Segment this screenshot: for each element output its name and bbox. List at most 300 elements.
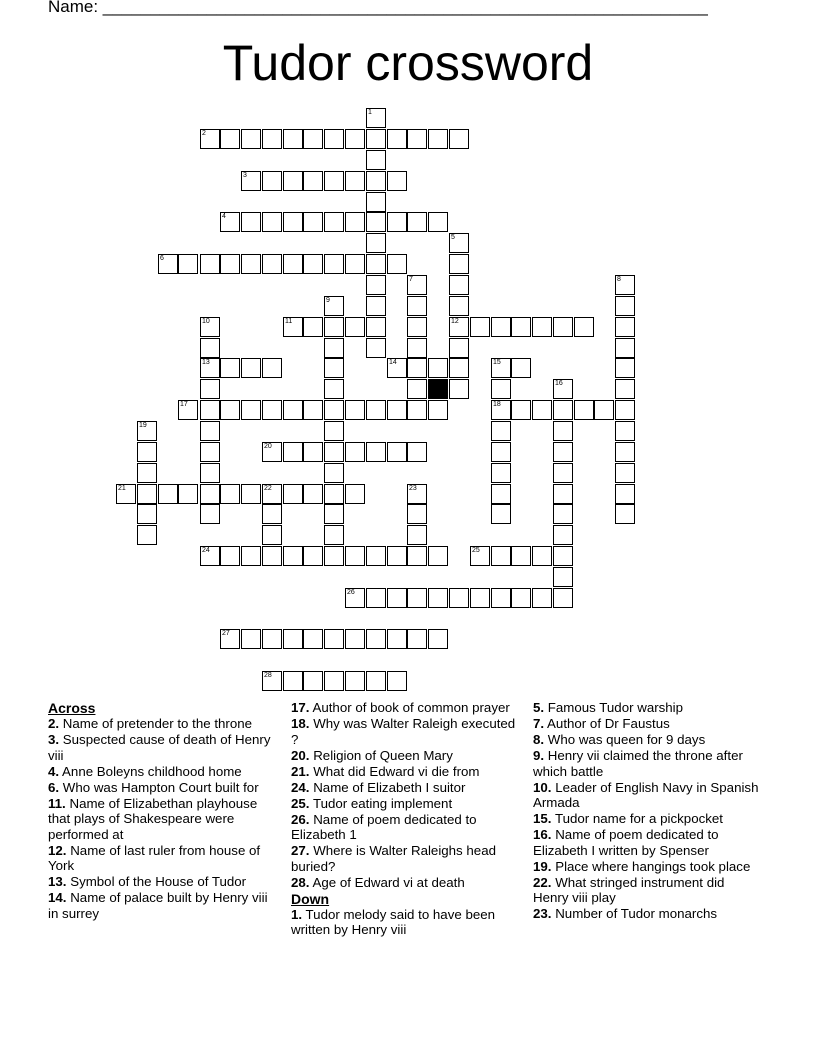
grid-cell[interactable] [553,484,573,504]
clue-number-label: 27. [291,843,310,858]
grid-cell[interactable] [345,212,365,232]
clue-number-label: 2. [48,716,60,731]
grid-cell[interactable] [407,442,427,462]
clue [48,874,276,890]
clue-number-label: 21. [291,763,310,779]
grid-cell[interactable] [511,546,531,566]
grid-cell[interactable] [387,358,407,378]
grid-cell[interactable] [491,442,511,462]
grid-cell[interactable] [220,254,240,274]
grid-cell[interactable] [137,525,157,545]
grid-cell[interactable] [532,317,552,337]
grid-cell[interactable] [303,400,323,420]
grid-cell[interactable] [262,525,282,545]
grid-cell[interactable] [178,254,198,274]
grid-cell[interactable] [178,400,198,420]
grid-cell[interactable] [283,442,303,462]
grid-cell[interactable] [200,317,220,337]
grid-cell[interactable] [220,629,240,649]
grid-cell[interactable] [594,400,614,420]
grid-cell[interactable] [574,317,594,337]
grid-cell[interactable] [449,317,469,337]
clue-number: 19 [139,422,147,429]
grid-cell[interactable] [407,379,427,399]
grid-cell[interactable] [262,171,282,191]
clue-text: Name of Elizabethan playhouse that plays of Shakespeare were performed at [48,795,258,842]
grid-cell[interactable] [449,233,469,253]
clue-number-label: 11. [48,795,66,811]
grid-cell[interactable] [615,296,635,316]
name-line[interactable]: Name: ________________________________________________________________ [48,0,708,16]
grid-cell[interactable] [366,671,386,691]
clue [48,764,276,780]
clue [533,780,761,811]
page-title: Tudor crossword [222,35,594,91]
grid-cell[interactable] [241,212,261,232]
grid-cell[interactable] [532,588,552,608]
grid-cell[interactable] [366,442,386,462]
grid-cell[interactable] [407,317,427,337]
grid-cell[interactable] [200,421,220,441]
grid-cell[interactable] [407,629,427,649]
grid-cell[interactable] [407,212,427,232]
grid-cell[interactable] [428,588,448,608]
grid-cell[interactable] [241,358,261,378]
grid-cell[interactable] [345,629,365,649]
grid-cell[interactable] [532,546,552,566]
grid-cell[interactable] [387,442,407,462]
clue [291,796,516,812]
grid-cell[interactable] [407,338,427,358]
clue-number: 4 [222,213,226,220]
clue-number: 20 [264,443,272,450]
grid-cell[interactable] [324,629,344,649]
grid-cell[interactable] [241,629,261,649]
grid-cell[interactable] [366,296,386,316]
grid-cell[interactable] [200,358,220,378]
grid-cell[interactable] [262,546,282,566]
clue-number: 7 [409,276,413,283]
grid-cell[interactable] [324,463,344,483]
grid-cell[interactable] [449,275,469,295]
grid-cell[interactable] [116,484,136,504]
grid-cell[interactable] [428,129,448,149]
grid-cell[interactable] [262,400,282,420]
grid-cell[interactable] [491,400,511,420]
grid-cell[interactable] [574,400,594,420]
grid-cell[interactable] [491,421,511,441]
clue-text: Tudor name for a pickpocket [551,811,723,826]
grid-cell[interactable] [366,588,386,608]
grid-cell[interactable] [615,463,635,483]
grid-cell[interactable] [241,254,261,274]
grid-cell[interactable] [553,317,573,337]
clue-number: 9 [326,297,330,304]
grid-cell[interactable] [303,254,323,274]
grid-cell[interactable] [200,546,220,566]
clue-text: Symbol of the House of Tudor [66,874,247,889]
grid-cell[interactable] [407,358,427,378]
grid-cell[interactable] [303,484,323,504]
grid-cell[interactable] [324,525,344,545]
grid-cell[interactable] [200,484,220,504]
grid-cell[interactable] [615,317,635,337]
clue-text: Place where hangings took place [551,858,751,874]
grid-cell[interactable] [449,588,469,608]
grid-cell[interactable] [283,484,303,504]
grid-cell[interactable] [615,275,635,295]
grid-cell[interactable] [387,171,407,191]
grid-cell[interactable] [366,171,386,191]
grid-cell[interactable] [615,338,635,358]
grid-cell[interactable] [345,484,365,504]
grid-cell[interactable] [511,358,531,378]
grid-cell[interactable] [200,463,220,483]
clue-number-label: 23. [533,906,552,921]
clue-number: 16 [555,380,563,387]
grid-cell[interactable] [283,254,303,274]
grid-cell[interactable] [137,421,157,441]
clue-text: Name of Elizabeth I suitor [309,779,466,795]
grid-cell[interactable] [615,400,635,420]
clue-number-label: 19. [533,858,552,874]
clue-number: 2 [202,130,206,137]
grid-cell[interactable] [407,588,427,608]
grid-cell[interactable] [178,484,198,504]
grid-cell[interactable] [200,338,220,358]
grid-cell[interactable] [366,546,386,566]
grid-cell[interactable] [491,588,511,608]
grid-cell[interactable] [366,233,386,253]
clue [291,700,516,716]
clue-number-label: 20. [291,747,310,763]
grid-cell[interactable] [553,588,573,608]
grid-cell[interactable] [220,546,240,566]
clue [48,780,276,796]
grid-cell[interactable] [366,400,386,420]
grid-cell[interactable] [324,317,344,337]
grid-cell[interactable] [366,192,386,212]
clue-number: 13 [202,359,210,366]
down-heading: Down [291,890,330,907]
grid-cell[interactable] [262,129,282,149]
grid-cell[interactable] [345,171,365,191]
grid-cell[interactable] [387,129,407,149]
clue-number: 1 [368,109,372,116]
clue [48,732,276,763]
clue [533,875,761,906]
grid-cell[interactable] [324,254,344,274]
grid-cell[interactable] [262,212,282,232]
grid-cell[interactable] [491,546,511,566]
grid-cell[interactable] [387,254,407,274]
grid-cell[interactable] [220,212,240,232]
clue [533,700,761,716]
clue-number-label: 22. [533,874,552,890]
grid-cell[interactable] [387,588,407,608]
clue-text: Author of Dr Faustus [544,716,670,731]
grid-cell[interactable] [553,504,573,524]
clue-number-label: 3. [48,732,60,747]
grid-cell[interactable] [241,546,261,566]
clue-text: Famous Tudor warship [544,700,684,715]
grid-cell[interactable] [303,212,323,232]
grid-cell[interactable] [387,629,407,649]
grid-cell[interactable] [553,379,573,399]
clue-text: Tudor melody said to have been written by Henry viii [291,906,496,937]
grid-cell[interactable] [366,629,386,649]
grid-cell[interactable] [615,421,635,441]
grid-cell[interactable] [303,546,323,566]
clue-number-label: 5. [533,700,545,715]
grid-cell[interactable] [428,358,448,378]
grid-cell[interactable] [366,212,386,232]
grid-cell[interactable] [324,129,344,149]
grid-cell[interactable] [200,379,220,399]
clue-number-label: 28. [291,874,310,890]
grid-cell[interactable] [241,171,261,191]
clue-number-label: 26. [291,811,310,827]
clue-text: Where is Walter Raleighs head buried? [291,843,496,874]
grid-cell[interactable] [449,254,469,274]
grid-cell[interactable] [387,546,407,566]
clue-number: 23 [409,485,417,492]
clue-number: 28 [264,672,272,679]
grid-cell[interactable] [262,629,282,649]
grid-cell[interactable] [200,442,220,462]
grid-cell[interactable] [553,442,573,462]
grid-cell[interactable] [615,379,635,399]
grid-cell[interactable] [553,463,573,483]
clue-number: 26 [347,589,355,596]
grid-cell[interactable] [428,400,448,420]
clue [291,907,516,938]
grid-cell[interactable] [200,129,220,149]
grid-cell[interactable] [303,629,323,649]
clue-number-label: 12. [48,842,67,858]
grid-cell[interactable] [283,400,303,420]
grid-cell[interactable] [262,671,282,691]
grid-cell[interactable] [511,400,531,420]
clue-number: 15 [493,359,501,366]
clue-text: What did Edward vi die from [309,763,480,779]
grid-cell[interactable] [283,129,303,149]
grid-cell[interactable] [407,400,427,420]
grid-cell[interactable] [200,254,220,274]
grid-cell[interactable] [262,358,282,378]
grid-cell[interactable] [615,504,635,524]
grid-cell[interactable] [366,150,386,170]
clue-number-label: 24. [291,779,310,795]
grid-cell[interactable] [324,358,344,378]
grid-cell[interactable] [324,546,344,566]
clue [48,890,276,921]
grid-cell[interactable] [387,671,407,691]
clue-number-label: 10. [533,779,552,795]
clue [48,796,276,843]
clue [291,748,516,764]
grid-cell[interactable] [283,546,303,566]
grid-cell[interactable] [283,671,303,691]
grid-cell[interactable] [407,504,427,524]
grid-cell[interactable] [491,358,511,378]
grid-cell[interactable] [387,400,407,420]
grid-cell[interactable] [449,379,469,399]
grid-cell[interactable] [262,254,282,274]
grid-cell[interactable] [407,484,427,504]
grid-cell[interactable] [345,400,365,420]
clue-number: 21 [118,485,126,492]
grid-cell[interactable] [262,484,282,504]
grid-cell[interactable] [449,296,469,316]
grid-cell[interactable] [553,567,573,587]
grid-cell[interactable] [200,504,220,524]
grid-cell[interactable] [532,400,552,420]
grid-cell[interactable] [553,400,573,420]
grid-cell[interactable] [241,484,261,504]
grid-cell[interactable] [324,400,344,420]
grid-cell[interactable] [470,588,490,608]
grid-cell[interactable] [366,338,386,358]
grid-cell[interactable] [324,421,344,441]
clue-text: Tudor eating implement [309,795,453,811]
clue-number: 18 [493,401,501,408]
grid-cell[interactable] [283,171,303,191]
clue-text: Name of pretender to the throne [59,716,253,731]
clue-text: Anne Boleyns childhood home [59,763,242,779]
grid-cell[interactable] [220,484,240,504]
grid-cell[interactable] [158,254,178,274]
grid-cell[interactable] [366,254,386,274]
grid-cell[interactable] [366,129,386,149]
grid-cell[interactable] [366,275,386,295]
grid-cell[interactable] [220,129,240,149]
grid-cell[interactable] [615,358,635,378]
grid-cell[interactable] [324,484,344,504]
grid-cell[interactable] [491,463,511,483]
grid-cell[interactable] [324,212,344,232]
clue [291,812,516,843]
clue-number: 8 [617,276,621,283]
grid-cell[interactable] [491,504,511,524]
grid-cell[interactable] [491,379,511,399]
grid-cell[interactable] [366,108,386,128]
grid-cell[interactable] [407,129,427,149]
clue-number: 6 [160,255,164,262]
clue [533,716,761,732]
grid-cell[interactable] [345,317,365,337]
grid-cell[interactable] [324,379,344,399]
grid-cell[interactable] [553,525,573,545]
grid-cell[interactable] [137,463,157,483]
grid-cell[interactable] [158,484,178,504]
grid-cell[interactable] [220,400,240,420]
clue-number-label: 4. [48,763,60,779]
grid-cell[interactable] [345,442,365,462]
clue-text: Author of book of common prayer [309,700,510,715]
grid-cell[interactable] [262,442,282,462]
grid-cell[interactable] [470,546,490,566]
grid-cell[interactable] [428,629,448,649]
grid-cell[interactable] [553,546,573,566]
grid-cell[interactable] [324,504,344,524]
grid-cell[interactable] [449,358,469,378]
grid-cell[interactable] [345,129,365,149]
clue-number-label: 7. [533,716,545,731]
grid-cell[interactable] [137,484,157,504]
grid-cell[interactable] [324,442,344,462]
grid-cell[interactable] [324,671,344,691]
clue [291,875,516,891]
clue-number-label: 14. [48,890,67,905]
grid-cell[interactable] [137,504,157,524]
grid-cell[interactable] [615,442,635,462]
grid-cell[interactable] [491,317,511,337]
grid-cell[interactable] [407,546,427,566]
grid-cell[interactable] [303,171,323,191]
clue-number-label: 6. [48,779,60,795]
grid-cell[interactable] [303,442,323,462]
clue-number: 17 [180,401,188,408]
grid-cell[interactable] [303,317,323,337]
grid-cell[interactable] [511,317,531,337]
grid-cell[interactable] [449,338,469,358]
clue-number: 10 [202,318,210,325]
clue [533,748,761,779]
grid-cell[interactable] [345,254,365,274]
grid-cell[interactable] [470,317,490,337]
grid-cell[interactable] [324,171,344,191]
clue [533,732,761,748]
grid-cell[interactable] [428,212,448,232]
grid-cell[interactable] [615,484,635,504]
grid-cell[interactable] [345,546,365,566]
grid-cell[interactable] [241,129,261,149]
grid-cell[interactable] [407,525,427,545]
grid-cell[interactable] [137,442,157,462]
grid-cell[interactable] [366,317,386,337]
clue-number: 25 [472,547,480,554]
grid-cell[interactable] [262,504,282,524]
clue-text: Leader of English Navy in Spanish Armada [533,779,759,810]
grid-cell[interactable] [241,400,261,420]
grid-cell[interactable] [553,421,573,441]
grid-cell[interactable] [283,629,303,649]
grid-cell[interactable] [449,129,469,149]
grid-cell[interactable] [407,275,427,295]
clue [291,764,516,780]
grid-cell[interactable] [283,212,303,232]
clue-number: 14 [389,359,397,366]
clue [48,843,276,874]
clue-number-label: 16. [533,827,552,842]
grid-cell[interactable] [220,358,240,378]
clue-number-label: 25. [291,795,310,811]
grid-cell[interactable] [283,317,303,337]
grid-cell[interactable] [303,671,323,691]
grid-cell[interactable] [387,212,407,232]
grid-cell[interactable] [428,546,448,566]
grid-cell[interactable] [407,296,427,316]
grid-cell[interactable] [345,588,365,608]
grid-cell[interactable] [491,484,511,504]
grid-cell[interactable] [324,338,344,358]
grid-cell[interactable] [324,296,344,316]
grid-cell[interactable] [200,400,220,420]
grid-cell[interactable] [511,588,531,608]
grid-cell[interactable] [345,671,365,691]
grid-cell[interactable] [303,129,323,149]
